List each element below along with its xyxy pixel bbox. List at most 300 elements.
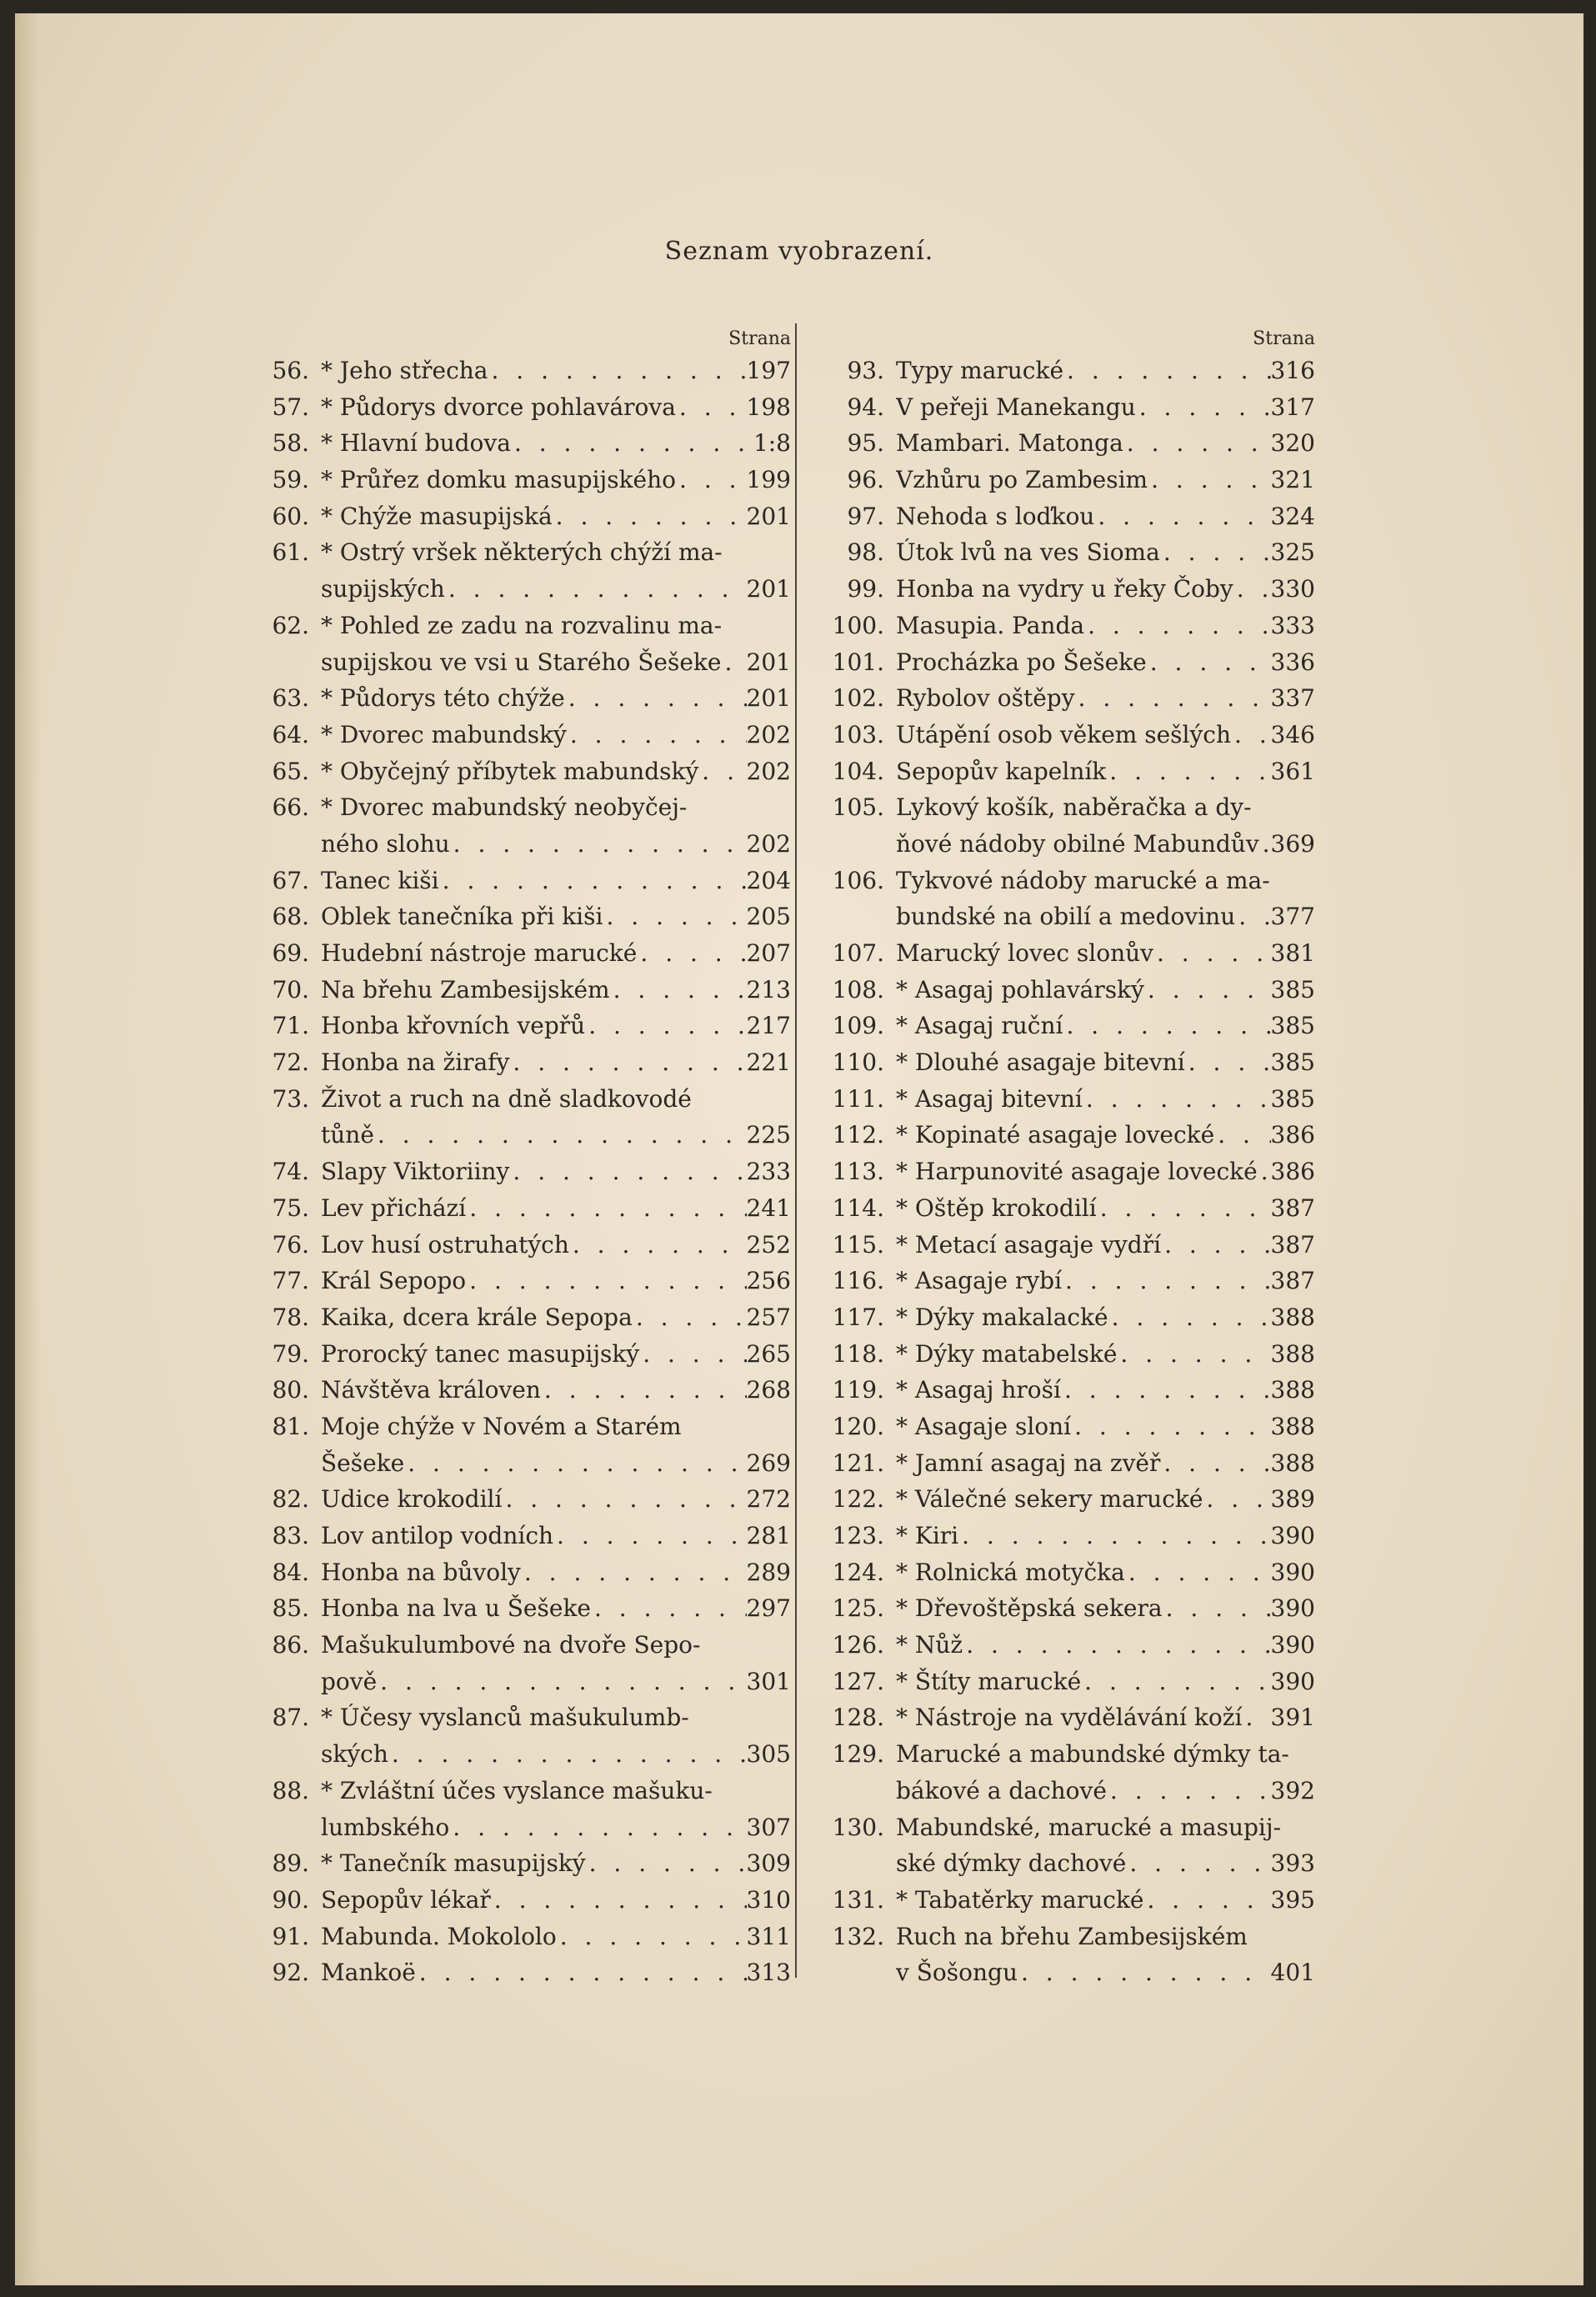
entry-title: * Nástroje na vydělávání koží [896, 1704, 1243, 1732]
entry-number: 129. [832, 1740, 884, 1769]
entry-text-line [896, 1409, 1315, 1445]
leader-dots [1125, 1554, 1271, 1591]
entry-number: 68. [272, 903, 309, 931]
entry-title: * Půdorys dvorce pohlavárova [321, 393, 676, 421]
entry-number: 72. [272, 1048, 309, 1077]
list-item [249, 1409, 791, 1445]
entry-text-line [321, 1773, 791, 1809]
entry-title: Marucké a mabundské dýmky ta- [896, 1740, 1289, 1769]
page-number: 202 [746, 757, 791, 785]
entry-title: * Půdorys této chýže [321, 684, 565, 713]
leader-dots [585, 1008, 746, 1044]
list-item-continuation [249, 1736, 791, 1773]
page-gutter-shadow [15, 13, 40, 2285]
entry-text-line [321, 353, 791, 389]
entry-text-line [896, 1736, 1315, 1773]
entry-number: 126. [832, 1631, 884, 1659]
entry-title: Sepopův kapelník [896, 757, 1107, 785]
entry-text-line [321, 571, 791, 608]
entry-title-continuation: ného slohu [321, 829, 450, 858]
entry-number: 71. [272, 1012, 309, 1040]
leader-dots [377, 1664, 746, 1700]
page-number: 324 [1270, 502, 1315, 530]
list-item [249, 1372, 791, 1409]
entry-title: * Oštěp krokodilí [896, 1194, 1097, 1222]
entry-title: * Dvorec mabundský neobyčej- [321, 793, 688, 822]
entry-text-line [896, 1627, 1315, 1664]
entry-number: 116. [832, 1267, 884, 1295]
entry-text-line [321, 425, 791, 462]
entry-number: 114. [832, 1194, 884, 1222]
entry-number: 99. [847, 575, 884, 603]
entry-text-line [321, 972, 791, 1008]
entry-text-line [321, 1372, 791, 1409]
leader-dots [466, 1190, 746, 1227]
entry-number: 95. [847, 429, 884, 458]
page-number: 401 [1270, 1959, 1315, 1987]
book-page [15, 13, 1583, 2285]
entry-number: 93. [847, 357, 884, 384]
page-number: 336 [1270, 648, 1315, 676]
list-item [249, 1336, 791, 1373]
entry-text-line [321, 826, 791, 863]
list-item [815, 1481, 1315, 1518]
leader-dots [637, 935, 746, 972]
entry-text-line [321, 462, 791, 498]
entry-title: Mankoë [321, 1959, 416, 1987]
entry-text-line [896, 1882, 1315, 1919]
leader-dots [1235, 898, 1270, 935]
entry-text-line [896, 534, 1315, 571]
entry-title: Král Sepopo [321, 1267, 467, 1295]
leader-dots [676, 389, 747, 426]
list-item [815, 1518, 1315, 1554]
entry-text-line [321, 1954, 791, 1991]
leader-dots [1083, 1081, 1271, 1118]
page-number: 388 [1270, 1376, 1315, 1404]
entry-number: 98. [847, 538, 884, 567]
list-item [815, 571, 1315, 608]
strana-header: Strana [728, 328, 791, 349]
entry-title: * Zvláštní účes vyslance mašuku- [321, 1776, 713, 1804]
page-number: 221 [746, 1048, 791, 1077]
leader-dots [502, 1481, 746, 1518]
page-number: 205 [746, 903, 791, 931]
entry-number: 90. [272, 1885, 309, 1914]
entry-number: 122. [832, 1485, 884, 1514]
list-item [249, 1699, 791, 1736]
entry-title: Hudební nástroje marucké [321, 939, 638, 967]
entry-title: * Tabatěrky marucké [896, 1885, 1144, 1914]
entry-number: 58. [272, 429, 309, 458]
entry-number: 61. [272, 538, 309, 567]
leader-dots [1161, 1227, 1270, 1264]
leader-dots [450, 826, 747, 863]
leader-dots [1231, 717, 1271, 753]
page-number: 388 [1270, 1339, 1315, 1368]
page-number: 309 [746, 1849, 791, 1878]
entry-number: 109. [832, 1012, 884, 1040]
entry-title: * Asagaj ruční [896, 1012, 1063, 1040]
page-number: 301 [746, 1667, 791, 1695]
entry-title: * Kopinaté asagaje lovecké [896, 1121, 1215, 1149]
entry-number: 107. [832, 939, 884, 967]
leader-dots [633, 1299, 747, 1336]
page-number: 311 [746, 1922, 791, 1950]
entry-number: 100. [832, 611, 884, 639]
page-number: 269 [746, 1449, 791, 1477]
list-item [815, 534, 1315, 571]
leader-dots [1160, 534, 1271, 571]
list-item [249, 498, 791, 535]
list-item [249, 1227, 791, 1264]
list-item [815, 1554, 1315, 1591]
entry-title: Udice krokodilí [321, 1485, 503, 1514]
entry-text-line [321, 1699, 791, 1736]
entry-title: * Asagaje sloní [896, 1412, 1072, 1440]
list-item [815, 1044, 1315, 1081]
entry-text-line [896, 425, 1315, 462]
page-number: 377 [1270, 903, 1315, 931]
entry-text-line [321, 1627, 791, 1664]
entry-title-continuation: supijskou ve vsi u Starého Šešeke [321, 648, 722, 676]
entry-text-line [896, 1008, 1315, 1044]
entry-number: 102. [832, 684, 884, 713]
strana-header: Strana [1253, 328, 1315, 349]
list-item-continuation [249, 1664, 791, 1700]
leader-dots [721, 644, 746, 681]
list-item [815, 389, 1315, 426]
entry-title: * Jamní asagaj na zvěř [896, 1449, 1161, 1477]
page-number: 204 [746, 866, 791, 894]
entry-number: 81. [272, 1412, 309, 1440]
entry-title: * Účesy vyslanců mašukulumb- [321, 1704, 689, 1732]
entry-title: Tanec kiši [321, 866, 439, 894]
list-item-continuation [249, 644, 791, 681]
entry-title: * Asagaj bitevní [896, 1084, 1083, 1113]
leader-dots [1144, 1882, 1271, 1919]
entry-title: * Harpunovité asagaje lovecké [896, 1158, 1258, 1186]
page-number: 361 [1270, 757, 1315, 785]
leader-dots [1136, 389, 1271, 426]
page-number: 281 [746, 1522, 791, 1549]
leader-dots [1144, 972, 1271, 1008]
list-item [249, 863, 791, 899]
entry-text-line [896, 462, 1315, 498]
entry-text-line [321, 753, 791, 790]
entry-title-continuation: ské dýmky dachové [896, 1849, 1127, 1878]
entry-number: 120. [832, 1412, 884, 1440]
entry-number: 108. [832, 975, 884, 1003]
page-number: 201 [746, 575, 791, 603]
leader-dots [1259, 826, 1271, 863]
list-item [249, 1518, 791, 1554]
list-item [815, 753, 1315, 790]
entry-number: 123. [832, 1522, 884, 1549]
entry-text-line [896, 1518, 1315, 1554]
entry-text-line [321, 1154, 791, 1190]
page-title: Seznam vyobrazení. [664, 237, 934, 266]
entry-title: * Štíty marucké [896, 1667, 1082, 1695]
list-item [815, 717, 1315, 753]
page-number: 346 [1270, 720, 1315, 748]
list-item [815, 1627, 1315, 1664]
entry-title: Lov antilop vodních [321, 1522, 554, 1549]
entry-title-continuation: supijských [321, 575, 445, 603]
entry-title: * Dlouhé asagaje bitevní [896, 1048, 1185, 1077]
entry-text-line [896, 1154, 1315, 1190]
page-number: 387 [1270, 1267, 1315, 1295]
entry-title: Lykový košík, naběračka a dy- [896, 793, 1252, 822]
entry-text-line [896, 1845, 1315, 1882]
leader-dots [1063, 353, 1271, 389]
entry-number: 70. [272, 975, 309, 1003]
list-item [249, 1845, 791, 1882]
page-number: 199 [746, 466, 791, 494]
list-item [249, 534, 791, 571]
leader-dots [541, 1372, 747, 1409]
entry-text-line [896, 353, 1315, 389]
list-item [815, 1590, 1315, 1627]
entry-title: * Pohled ze zadu na rozvalinu ma- [321, 611, 723, 639]
list-item [815, 680, 1315, 717]
entry-number: 110. [832, 1048, 884, 1077]
page-number: 320 [1270, 429, 1315, 458]
entry-number: 112. [832, 1121, 884, 1149]
list-item [249, 389, 791, 426]
entry-title: Honba na bůvoly [321, 1558, 521, 1586]
list-item [249, 462, 791, 498]
page-number: 387 [1270, 1230, 1315, 1259]
list-item [249, 1263, 791, 1299]
leader-dots [610, 972, 747, 1008]
page-number: 388 [1270, 1412, 1315, 1440]
page-number: 268 [746, 1376, 791, 1404]
page-number: 388 [1270, 1303, 1315, 1331]
entry-title-continuation: ských [321, 1740, 388, 1769]
leader-dots [1126, 1845, 1270, 1882]
list-item [249, 1554, 791, 1591]
entry-text-line [896, 863, 1315, 899]
leader-dots [1163, 1590, 1271, 1627]
leader-dots [1242, 1699, 1270, 1736]
left-column [249, 326, 791, 1991]
entry-title: Nehoda s loďkou [896, 502, 1095, 530]
entry-text-line [896, 1081, 1315, 1118]
column-divider [795, 323, 797, 1978]
leader-dots [1258, 1154, 1271, 1190]
entry-text-line [896, 1664, 1315, 1700]
entry-title-continuation: bákové a dachové [896, 1776, 1107, 1804]
entry-title: * Asagaje rybí [896, 1267, 1063, 1295]
entry-title-continuation: bundské na obilí a medovinu [896, 903, 1236, 931]
entry-number: 62. [272, 611, 309, 639]
entry-text-line [896, 571, 1315, 608]
entry-number: 128. [832, 1704, 884, 1732]
leader-dots [1233, 571, 1271, 608]
entry-number: 77. [272, 1267, 309, 1295]
entry-title: Oblek tanečníka při kiši [321, 903, 603, 931]
entry-number: 88. [272, 1776, 309, 1804]
leader-dots [1203, 1481, 1270, 1518]
entry-title: Návštěva královen [321, 1376, 541, 1404]
leader-dots [1071, 1409, 1270, 1445]
entry-number: 76. [272, 1230, 309, 1259]
leader-dots [1018, 1954, 1271, 1991]
entry-number: 101. [832, 648, 884, 676]
entry-number: 82. [272, 1485, 309, 1514]
entry-text-line [321, 1190, 791, 1227]
leader-dots [1081, 1664, 1270, 1700]
entry-title-continuation: ňové nádoby obilné Mabundův [896, 829, 1259, 858]
page-number: 317 [1270, 393, 1315, 421]
list-item [249, 1773, 791, 1809]
entry-title: Mašukulumbové na dvoře Sepo- [321, 1631, 701, 1659]
entry-title: * Jeho střecha [321, 357, 488, 384]
entry-text-line [896, 1372, 1315, 1409]
entry-text-line [321, 717, 791, 753]
entry-text-line [896, 1299, 1315, 1336]
list-item [249, 1882, 791, 1919]
list-item-continuation [815, 826, 1315, 863]
entry-number: 56. [272, 357, 309, 384]
entry-title: V peřeji Manekangu [896, 393, 1136, 421]
entry-text-line [896, 935, 1315, 972]
entry-title: Mabunda. Mokololo [321, 1922, 557, 1950]
leader-dots [449, 1809, 746, 1846]
list-item [249, 608, 791, 644]
entry-number: 66. [272, 793, 309, 822]
list-item [815, 1882, 1315, 1919]
page-number: 202 [746, 720, 791, 748]
entry-title: Honba na vydry u řeky Čoby [896, 575, 1233, 603]
page-number: 390 [1270, 1631, 1315, 1659]
entry-text-line [321, 389, 791, 426]
entry-number: 97. [847, 502, 884, 530]
list-item [815, 1445, 1315, 1482]
list-item [815, 1919, 1315, 1955]
page-number: 321 [1270, 466, 1315, 494]
page-number: 201 [746, 684, 791, 713]
page-number: 252 [746, 1230, 791, 1259]
leader-dots [488, 353, 746, 389]
entry-text-line [321, 863, 791, 899]
page-number: 202 [746, 829, 791, 858]
entry-text-line [321, 1919, 791, 1955]
right-column [815, 326, 1315, 1991]
leader-dots [567, 717, 747, 753]
entry-title: * Rolnická motyčka [896, 1558, 1125, 1586]
entry-text-line [896, 1773, 1315, 1809]
leader-dots [553, 1518, 747, 1554]
entry-text-line [896, 898, 1315, 935]
entry-number: 111. [832, 1084, 884, 1113]
entry-title: Lev přichází [321, 1194, 467, 1222]
entry-title: Rybolov oštěpy [896, 684, 1075, 713]
entry-number: 131. [832, 1885, 884, 1914]
list-item [249, 935, 791, 972]
entry-text-line [321, 1736, 791, 1773]
entry-text-line [896, 680, 1315, 717]
left-entries [249, 353, 791, 1991]
list-item [815, 498, 1315, 535]
list-item [815, 972, 1315, 1008]
page-number: 385 [1270, 975, 1315, 1003]
list-item [815, 935, 1315, 972]
list-item [249, 680, 791, 717]
entry-title: Honba na žirafy [321, 1048, 510, 1077]
page-number: 381 [1270, 939, 1315, 967]
entry-number: 84. [272, 1558, 309, 1586]
entry-text-line [321, 935, 791, 972]
leader-dots [1061, 1372, 1271, 1409]
leader-dots [509, 1154, 746, 1190]
entry-number: 67. [272, 866, 309, 894]
entry-number: 121. [832, 1449, 884, 1477]
list-item [249, 1044, 791, 1081]
list-item [815, 863, 1315, 899]
entry-text-line [321, 680, 791, 717]
entry-number: 127. [832, 1667, 884, 1695]
entry-text-line [896, 753, 1315, 790]
entry-title: Slapy Viktoriiny [321, 1158, 510, 1186]
entry-number: 57. [272, 393, 309, 421]
list-item [249, 1919, 791, 1955]
leader-dots [591, 1590, 747, 1627]
leader-dots [586, 1845, 747, 1882]
entry-number: 64. [272, 720, 309, 748]
list-item [815, 1736, 1315, 1773]
entry-number: 105. [832, 793, 884, 822]
entry-number: 124. [832, 1558, 884, 1586]
entry-title: Utápění osob věkem sešlých [896, 720, 1232, 748]
entry-title-continuation: v Šošongu [896, 1959, 1018, 1987]
entry-text-line [896, 1227, 1315, 1264]
entry-title: Marucký lovec slonův [896, 939, 1153, 967]
entry-text-line [896, 789, 1315, 826]
leader-dots [676, 462, 747, 498]
page-number: 217 [746, 1012, 791, 1040]
entry-number: 103. [832, 720, 884, 748]
leader-dots [1117, 1336, 1270, 1373]
entry-text-line [896, 1336, 1315, 1373]
list-item [815, 1336, 1315, 1373]
list-item [249, 353, 791, 389]
entry-text-line [896, 608, 1315, 644]
leader-dots [388, 1736, 747, 1773]
entry-title: Lov husí ostruhatých [321, 1230, 569, 1259]
entry-title: * Nůž [896, 1631, 963, 1659]
page-number: 325 [1270, 538, 1315, 567]
entry-text-line [896, 1044, 1315, 1081]
leader-dots [569, 1227, 747, 1264]
leader-dots [698, 753, 746, 790]
entry-title: * Chýže masupijská [321, 502, 553, 530]
entry-title-continuation: lumbského [321, 1813, 450, 1841]
list-item [815, 608, 1315, 644]
entry-number: 75. [272, 1194, 309, 1222]
list-item [815, 462, 1315, 498]
entry-text-line [321, 1845, 791, 1882]
entry-title-continuation: tůně [321, 1121, 374, 1149]
entry-number: 119. [832, 1376, 884, 1404]
page-number: 369 [1270, 829, 1315, 858]
entry-number: 59. [272, 466, 309, 494]
entry-title: * Tanečník masupijský [321, 1849, 586, 1878]
entry-number: 74. [272, 1158, 309, 1186]
page-number: 337 [1270, 684, 1315, 713]
entry-text-line [896, 1699, 1315, 1736]
